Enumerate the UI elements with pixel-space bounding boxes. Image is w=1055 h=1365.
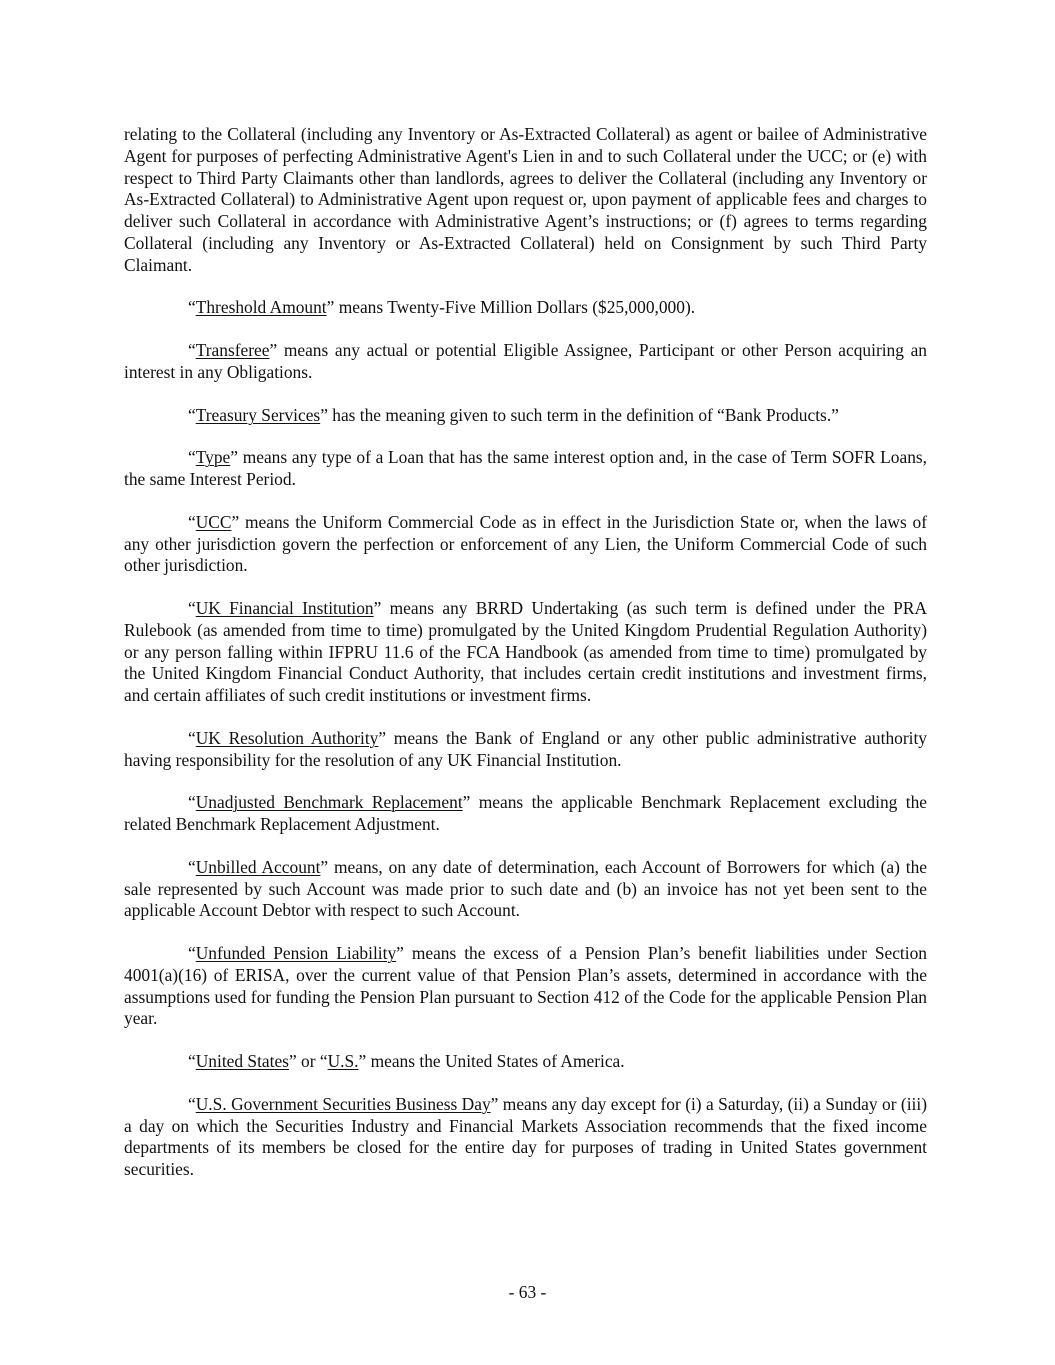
defined-term: Unadjusted Benchmark Replacement [195, 792, 463, 813]
definition-ucc [124, 512, 927, 577]
open-quote: “ [188, 1051, 196, 1071]
definition-treasury-services [124, 405, 927, 427]
open-quote: “ [188, 727, 196, 748]
definition-unadjusted-benchmark-replacement [124, 792, 927, 836]
open-quote: “ [188, 447, 196, 468]
definition-text: ” means, on any date of determination, each Account of Borrowers for which (a) the sale represented by such Account was made prior to such date and (b) an invoice has not yet been sent to the applicable Account Debtor with respect to such Account. [124, 856, 927, 921]
open-quote: “ [188, 404, 196, 425]
page-number: - 63 - [508, 1282, 547, 1302]
continuation-paragraph: relating to the Collateral (including any Inventory or As-Extracted Collateral) as agent or bailee of Administrative Agent for purposes of perfecting Administrative Agent's Lien in and to such Collateral under the UCC; or (e) with respect to Third Party Claimants other than landlords, agrees to deliver the Collateral (including any Inventory or As-Extracted Collateral) to Administrative Agent upon request or, upon payment of applicable fees and charges to deliver such Collateral in accordance with Administrative Agent’s instructions; or (f) agrees to terms regarding Collateral (including any Inventory or As-Extracted Collateral) held on Consignment by such Third Party Claimant. [124, 124, 927, 275]
definition-text: ” means the United States of America. [358, 1051, 625, 1071]
definition-text: ” means any BRRD Undertaking (as such term is defined under the PRA Rulebook (as amended from time to time) promulgated by the United Kingdom Prudential Regulation Authority) or any person falling within IFPRU 11.6 of the FCA Handbook (as amended from time to time) promulgated by the United Kingdom Financial Conduct Authority, that includes certain credit institutions and investment firms, and certain affiliates of such credit institutions or investment firms. [124, 598, 928, 705]
definition-text: ” has the meaning given to such term in the definition of “Bank Products.” [320, 404, 839, 425]
defined-term: Transferee [195, 340, 270, 360]
definition-text: ” means any day except for (i) a Saturday, (ii) a Sunday or (iii) a day on which the Securities Industry and Financial Markets Association recommends that the fixed income departments of its members be closed for the entire day for purposes of trading in United States government securities. [124, 1093, 927, 1179]
defined-term: U.S. Government Securities Business Day [195, 1093, 491, 1114]
open-quote: “ [188, 856, 196, 877]
definition-text: ” means the Bank of England or any other public administrative authority having responsibility for the resolution of any UK Financial Institution. [124, 727, 927, 770]
definition-text: ” means the excess of a Pension Plan’s benefit liabilities under Section 4001(a)(16) of ERISA, over the current value of that Pension Plan’s assets, determined in accordance with the assumptions used for funding the Pension Plan pursuant to Section 412 of the Code for the applicable Pension Plan year. [124, 943, 927, 1029]
defined-term: UK Financial Institution [195, 598, 374, 618]
open-quote: “ [188, 340, 196, 360]
document-body [124, 124, 927, 1202]
definition-connector: ” or “ [288, 1051, 328, 1071]
open-quote: “ [188, 598, 196, 618]
definition-uk-resolution-authority [124, 728, 927, 772]
definition-unfunded-pension-liability [124, 943, 927, 1030]
defined-term: Unbilled Account [195, 856, 321, 877]
defined-term: UK Resolution Authority [195, 727, 379, 748]
defined-term: Treasury Services [195, 404, 321, 425]
definition-united-states [124, 1051, 927, 1073]
defined-term: Type [195, 447, 231, 468]
definition-text: ” means any type of a Loan that has the same interest option and, in the case of Term SOFR Loans, the same Interest Period. [124, 447, 927, 489]
defined-term: Threshold Amount [195, 297, 327, 318]
definition-us-government-securities-business-day [124, 1094, 927, 1181]
defined-term: U.S. [327, 1051, 359, 1071]
definition-threshold-amount [124, 297, 927, 319]
open-quote: “ [188, 297, 196, 318]
definition-type [124, 447, 927, 491]
definition-unbilled-account [124, 857, 927, 922]
open-quote: “ [188, 511, 196, 532]
definition-text: ” means the Uniform Commercial Code as in effect in the Jurisdiction State or, when the laws of any other jurisdiction govern the perfection or enforcement of any Lien, the Uniform Commercial Code of such other jurisdiction. [124, 511, 927, 576]
definition-transferee [124, 340, 927, 384]
open-quote: “ [188, 792, 196, 813]
defined-term: Unfunded Pension Liability [195, 943, 397, 963]
open-quote: “ [188, 943, 196, 963]
defined-term: United States [195, 1051, 289, 1071]
defined-term: UCC [195, 511, 232, 532]
open-quote: “ [188, 1093, 196, 1114]
definition-text: ” means any actual or potential Eligible Assignee, Participant or other Person acquiring an interest in any Obligations. [124, 340, 927, 382]
definition-text: ” means Twenty-Five Million Dollars ($25,000,000). [326, 297, 696, 318]
definition-uk-financial-institution [124, 598, 927, 707]
definition-text: ” means the applicable Benchmark Replacement excluding the related Benchmark Replacement Adjustment. [124, 792, 927, 834]
